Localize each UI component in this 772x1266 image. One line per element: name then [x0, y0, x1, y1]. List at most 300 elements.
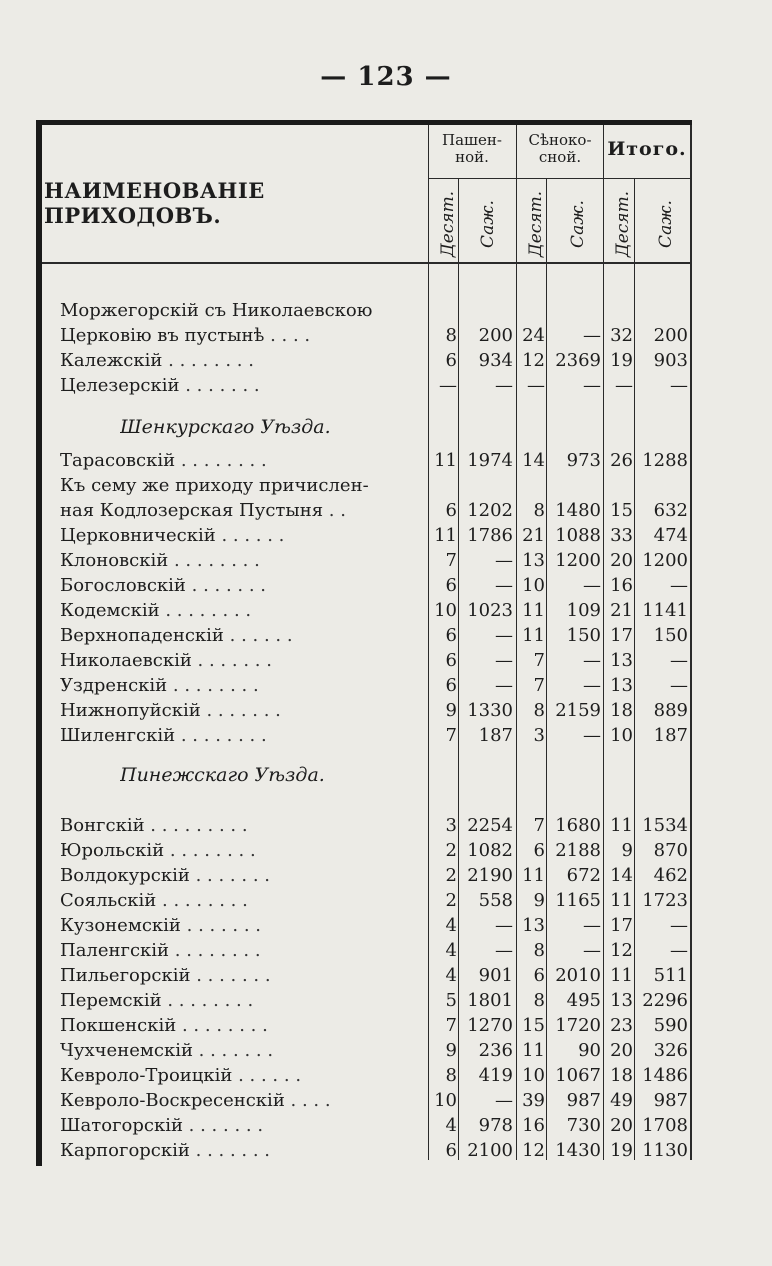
value-cell: 21 [610, 600, 633, 621]
value-cell: 1486 [642, 1065, 688, 1086]
value-cell: 1480 [555, 500, 601, 521]
value-cell: 8 [533, 940, 545, 961]
value-cell: — [495, 550, 513, 571]
value-cell: 1067 [555, 1065, 601, 1086]
value-cell: 1270 [467, 1015, 513, 1036]
value-cell: 19 [610, 350, 633, 371]
value-cell: 6 [445, 675, 457, 696]
value-cell: 6 [445, 575, 457, 596]
value-cell: 2296 [642, 990, 688, 1011]
value-cell: 1974 [467, 450, 513, 471]
leader-dots: . . [323, 500, 346, 521]
value-cell: 1082 [467, 840, 513, 861]
parish-name [60, 1015, 420, 1036]
parish-name-text: Къ сему же приходу причислен- [60, 475, 369, 496]
value-cell: — [495, 625, 513, 646]
parish-name-text: Кевроло-Воскресенскій [60, 1090, 285, 1111]
value-cell: 558 [478, 890, 513, 911]
table-row [0, 1040, 772, 1065]
table-title: НАИМЕНОВАНІЕ ПРИХОДОВЪ. [44, 178, 265, 228]
value-cell: 2190 [467, 865, 513, 886]
value-cell: 11 [610, 815, 633, 836]
parish-name-text: Калежскій [60, 350, 163, 371]
leader-dots: . . . . . . . . . [144, 815, 248, 836]
value-cell: — [670, 575, 688, 596]
value-cell: 901 [478, 965, 513, 986]
value-cell: — [583, 675, 601, 696]
value-cell: 495 [566, 990, 601, 1011]
value-cell: 2 [445, 890, 457, 911]
value-cell: 6 [445, 650, 457, 671]
value-cell: 2010 [555, 965, 601, 986]
section-heading-row [0, 764, 772, 789]
parish-name [60, 525, 420, 546]
table-row [0, 675, 772, 700]
value-cell: — [583, 375, 601, 396]
value-cell: 2100 [467, 1140, 513, 1161]
leader-dots: . . . . . . . [182, 1115, 264, 1136]
value-cell: 1786 [467, 525, 513, 546]
parish-name [60, 1115, 420, 1136]
table-row [0, 865, 772, 890]
parish-name-text: Николаевскій [60, 650, 192, 671]
value-cell: 6 [533, 965, 545, 986]
value-cell: 672 [566, 865, 601, 886]
parish-name [60, 575, 420, 596]
value-cell: 187 [653, 725, 688, 746]
parish-name-text: Кевроло-Троицкій [60, 1065, 233, 1086]
value-cell: 978 [478, 1115, 513, 1136]
table-row [0, 725, 772, 750]
value-cell: 150 [566, 625, 601, 646]
parish-name [60, 990, 420, 1011]
table-row [0, 815, 772, 840]
table-row [0, 525, 772, 550]
value-cell: 987 [653, 1090, 688, 1111]
value-cell: 7 [445, 550, 457, 571]
table-row [0, 575, 772, 600]
parish-name [60, 375, 420, 396]
value-cell: 13 [610, 650, 633, 671]
parish-name-text: Чухченемскій [60, 1040, 193, 1061]
header-senokos-desyat: Десят. [526, 190, 546, 258]
header-top-rule [428, 178, 690, 179]
header-senokos-sazh: Саж. [568, 200, 588, 248]
value-cell: 870 [653, 840, 688, 861]
table-row [0, 840, 772, 865]
table-row [0, 1115, 772, 1140]
value-cell: — [495, 575, 513, 596]
value-cell: 1288 [642, 450, 688, 471]
value-cell: 1723 [642, 890, 688, 911]
parish-name [60, 1065, 420, 1086]
value-cell: — [495, 375, 513, 396]
parish-name-text: Кузонемскій [60, 915, 181, 936]
value-cell: — [495, 1090, 513, 1111]
parish-name [60, 550, 420, 571]
value-cell: 11 [610, 890, 633, 911]
value-cell: 236 [478, 1040, 513, 1061]
value-cell: 32 [610, 325, 633, 346]
value-cell: 7 [533, 650, 545, 671]
parish-name-text: Карпогорскій [60, 1140, 190, 1161]
parish-name [60, 965, 420, 986]
value-cell: 11 [522, 1040, 545, 1061]
parish-name-text: Целезерскій [60, 375, 180, 396]
leader-dots: . . . . . . . [185, 575, 267, 596]
value-cell: 10 [522, 575, 545, 596]
parish-name-text: ная Кодлозерская Пустыня [60, 500, 324, 521]
parish-name-text: Церковію въ пустынѣ [60, 325, 265, 346]
parish-name [60, 1090, 420, 1111]
parish-name [60, 700, 420, 721]
leader-dots: . . . . . . . . [161, 990, 254, 1011]
value-cell: 8 [445, 325, 457, 346]
parish-name [60, 1040, 420, 1061]
parish-name-text: Церковническій [60, 525, 216, 546]
leader-dots: . . . . . . . [192, 1040, 274, 1061]
value-cell: 12 [522, 350, 545, 371]
header-bottom-rule [42, 262, 690, 264]
value-cell: — [527, 375, 545, 396]
parish-name [60, 865, 420, 886]
table-row [0, 350, 772, 375]
value-cell: 11 [610, 965, 633, 986]
value-cell: 15 [610, 500, 633, 521]
leader-dots: . . . . . . . . [168, 550, 260, 571]
leader-dots: . . . . . . . . [169, 940, 261, 961]
value-cell: 1023 [467, 600, 513, 621]
value-cell: 8 [533, 700, 545, 721]
parish-name [60, 350, 420, 371]
leader-dots: . . . . . . . [190, 965, 271, 986]
value-cell: 5 [445, 990, 457, 1011]
value-cell: 12 [610, 940, 633, 961]
value-cell: 1534 [642, 815, 688, 836]
leader-dots: . . . . . . [223, 625, 293, 646]
value-cell: — [670, 915, 688, 936]
parish-name [60, 450, 420, 471]
table-row [0, 1015, 772, 1040]
value-cell: — [583, 725, 601, 746]
leader-dots: . . . . . . . . [175, 450, 267, 471]
value-cell: — [495, 940, 513, 961]
value-cell: — [495, 675, 513, 696]
value-cell: 11 [434, 450, 457, 471]
value-cell: 33 [610, 525, 633, 546]
value-cell: — [583, 940, 601, 961]
value-cell: 200 [478, 325, 513, 346]
parish-name-text: Богословскій [60, 575, 186, 596]
leader-dots: . . . . . . . [179, 375, 260, 396]
value-cell: 462 [653, 865, 688, 886]
value-cell: — [583, 575, 601, 596]
value-cell: 4 [445, 1115, 457, 1136]
value-cell: 1200 [642, 550, 688, 571]
leader-dots: . . . . . . . [200, 700, 281, 721]
value-cell: 1430 [555, 1140, 601, 1161]
value-cell: 1130 [642, 1140, 688, 1161]
parish-name [60, 725, 420, 746]
parish-name [60, 475, 420, 496]
table-row [0, 1090, 772, 1115]
table-row [0, 300, 772, 325]
parish-name-text: Покшенскій [60, 1015, 177, 1036]
leader-dots: . . . . [264, 325, 311, 346]
header-itogo-sazh: Саж. [656, 200, 676, 248]
table-row [0, 600, 772, 625]
section-heading [120, 764, 420, 786]
table-row [0, 450, 772, 475]
parish-name-text: Сояльскій [60, 890, 157, 911]
value-cell: 8 [533, 990, 545, 1011]
table-row [0, 890, 772, 915]
value-cell: 49 [610, 1090, 633, 1111]
value-cell: 8 [533, 500, 545, 521]
value-cell: 14 [522, 450, 545, 471]
value-cell: 1141 [642, 600, 688, 621]
value-cell: 24 [522, 325, 545, 346]
value-cell: 632 [653, 500, 688, 521]
value-cell: 9 [621, 840, 633, 861]
page-number: — 123 — [320, 62, 452, 92]
value-cell: 730 [566, 1115, 601, 1136]
value-cell: 20 [610, 1040, 633, 1061]
parish-name [60, 1140, 420, 1161]
value-cell: 9 [445, 1040, 457, 1061]
parish-name-text: Пильегорскій [60, 965, 191, 986]
value-cell: 10 [610, 725, 633, 746]
value-cell: — [495, 915, 513, 936]
value-cell: 13 [610, 675, 633, 696]
value-cell: 15 [522, 1015, 545, 1036]
value-cell: 18 [610, 1065, 633, 1086]
table-row [0, 1065, 772, 1090]
parish-name-text: Вонгскій [60, 815, 145, 836]
value-cell: — [615, 375, 633, 396]
value-cell: 4 [445, 965, 457, 986]
value-cell: 11 [522, 600, 545, 621]
value-cell: 6 [533, 840, 545, 861]
value-cell: 2 [445, 840, 457, 861]
leader-dots: . . . . . . [232, 1065, 302, 1086]
parish-name-text: Шенкурскаго Уѣзда. [120, 416, 331, 438]
table-row [0, 550, 772, 575]
value-cell: — [670, 675, 688, 696]
value-cell: 2159 [555, 700, 601, 721]
parish-name-text: Шатогорскій [60, 1115, 183, 1136]
parish-name [60, 890, 420, 911]
table-row [0, 965, 772, 990]
value-cell: 13 [522, 550, 545, 571]
value-cell: 1801 [467, 990, 513, 1011]
value-cell: 419 [478, 1065, 513, 1086]
value-cell: 987 [566, 1090, 601, 1111]
value-cell: 1680 [555, 815, 601, 836]
leader-dots: . . . . . . . . [175, 725, 267, 746]
table-row [0, 915, 772, 940]
header-itogo: Итого. [607, 138, 687, 160]
parish-name [60, 625, 420, 646]
parish-name [60, 500, 420, 521]
parish-name [60, 600, 420, 621]
table-row [0, 325, 772, 350]
value-cell: — [583, 325, 601, 346]
value-cell: 903 [653, 350, 688, 371]
section-heading [120, 416, 420, 438]
value-cell: — [670, 650, 688, 671]
parish-name-text: Волдокурскій [60, 865, 190, 886]
value-cell: 150 [653, 625, 688, 646]
value-cell: 1202 [467, 500, 513, 521]
value-cell: 590 [653, 1015, 688, 1036]
leader-dots: . . . . . . . [180, 915, 262, 936]
value-cell: 9 [533, 890, 545, 911]
header-pashennoy-sazh: Саж. [478, 200, 498, 248]
value-cell: 10 [434, 600, 457, 621]
value-cell: 7 [445, 725, 457, 746]
value-cell: 23 [610, 1015, 633, 1036]
parish-name [60, 815, 420, 836]
value-cell: 16 [610, 575, 633, 596]
parish-name [60, 325, 420, 346]
value-cell: 17 [610, 625, 633, 646]
leader-dots: . . . . . . . [189, 865, 270, 886]
value-cell: — [670, 940, 688, 961]
parish-name-text: Кодемскій [60, 600, 160, 621]
leader-dots: . . . . . . . . [164, 840, 256, 861]
table-row [0, 625, 772, 650]
leader-dots: . . . . . . . . [162, 350, 254, 371]
value-cell: 934 [478, 350, 513, 371]
value-cell: 11 [434, 525, 457, 546]
parish-name-text: Нижнопуйскій [60, 700, 201, 721]
value-cell: 474 [653, 525, 688, 546]
table-row [0, 475, 772, 500]
value-cell: 21 [522, 525, 545, 546]
value-cell: 3 [533, 725, 545, 746]
value-cell: 1330 [467, 700, 513, 721]
value-cell: 10 [434, 1090, 457, 1111]
value-cell: 10 [522, 1065, 545, 1086]
value-cell: 11 [522, 865, 545, 886]
header-pashennoy: Пашен- ной. [442, 131, 502, 166]
value-cell: — [583, 915, 601, 936]
value-cell: 511 [653, 965, 688, 986]
value-cell: 6 [445, 625, 457, 646]
table-row [0, 990, 772, 1015]
value-cell: 7 [533, 815, 545, 836]
parish-name [60, 300, 420, 321]
leader-dots: . . . . . . . . [167, 675, 259, 696]
table-row [0, 700, 772, 725]
parish-name-text: Шиленгскій [60, 725, 176, 746]
leader-dots: . . . . . . . [191, 650, 272, 671]
value-cell: 13 [610, 990, 633, 1011]
value-cell: 26 [610, 450, 633, 471]
table-row [0, 375, 772, 400]
value-cell: 17 [610, 915, 633, 936]
value-cell: 3 [445, 815, 457, 836]
parish-name [60, 940, 420, 961]
value-cell: 2 [445, 865, 457, 886]
parish-name [60, 675, 420, 696]
value-cell: 2254 [467, 815, 513, 836]
value-cell: — [439, 375, 457, 396]
leader-dots: . . . . . . [215, 525, 285, 546]
value-cell: 2369 [555, 350, 601, 371]
value-cell: 13 [522, 915, 545, 936]
value-cell: — [583, 650, 601, 671]
parish-name [60, 915, 420, 936]
leader-dots: . . . . . . . [189, 1140, 271, 1161]
value-cell: 6 [445, 500, 457, 521]
value-cell: 12 [522, 1140, 545, 1161]
value-cell: 973 [566, 450, 601, 471]
table-row [0, 500, 772, 525]
header-itogo-desyat: Десят. [613, 190, 633, 258]
value-cell: 90 [578, 1040, 601, 1061]
value-cell: — [495, 650, 513, 671]
leader-dots: . . . . [284, 1090, 331, 1111]
leader-dots: . . . . . . . . [176, 1015, 268, 1036]
value-cell: 326 [653, 1040, 688, 1061]
value-cell: 20 [610, 550, 633, 571]
parish-name-text: Пинежскаго Уѣзда. [120, 764, 325, 786]
parish-name-text: Верхнопаденскій [60, 625, 224, 646]
parish-name-text: Моржегорскій съ Николаевскою [60, 300, 373, 321]
parish-name-text: Клоновскій [60, 550, 169, 571]
value-cell: 1088 [555, 525, 601, 546]
leader-dots: . . . . . . . . [156, 890, 248, 911]
value-cell: 16 [522, 1115, 545, 1136]
table-row [0, 650, 772, 675]
table-row [0, 940, 772, 965]
value-cell: 2188 [555, 840, 601, 861]
value-cell: 19 [610, 1140, 633, 1161]
value-cell: 200 [653, 325, 688, 346]
value-cell: 6 [445, 1140, 457, 1161]
table-row [0, 1140, 772, 1165]
parish-name-text: Паленгскій [60, 940, 170, 961]
value-cell: 187 [478, 725, 513, 746]
section-heading-row [0, 416, 772, 441]
value-cell: 109 [566, 600, 601, 621]
value-cell: 1165 [555, 890, 601, 911]
value-cell: 7 [533, 675, 545, 696]
value-cell: 39 [522, 1090, 545, 1111]
value-cell: 9 [445, 700, 457, 721]
header-pashennoy-desyat: Десят. [438, 190, 458, 258]
parish-name-text: Уздренскій [60, 675, 168, 696]
value-cell: 20 [610, 1115, 633, 1136]
leader-dots: . . . . . . . . [159, 600, 252, 621]
value-cell: 4 [445, 940, 457, 961]
value-cell: 18 [610, 700, 633, 721]
value-cell: 14 [610, 865, 633, 886]
value-cell: 889 [653, 700, 688, 721]
parish-name-text: Юрольскій [60, 840, 165, 861]
value-cell: 11 [522, 625, 545, 646]
value-cell: — [670, 375, 688, 396]
value-cell: 7 [445, 1015, 457, 1036]
header-senokos: Сѣноко- сной. [528, 131, 592, 166]
parish-name [60, 650, 420, 671]
value-cell: 1200 [555, 550, 601, 571]
parish-name-text: Тарасовскій [60, 450, 176, 471]
value-cell: 1708 [642, 1115, 688, 1136]
value-cell: 6 [445, 350, 457, 371]
